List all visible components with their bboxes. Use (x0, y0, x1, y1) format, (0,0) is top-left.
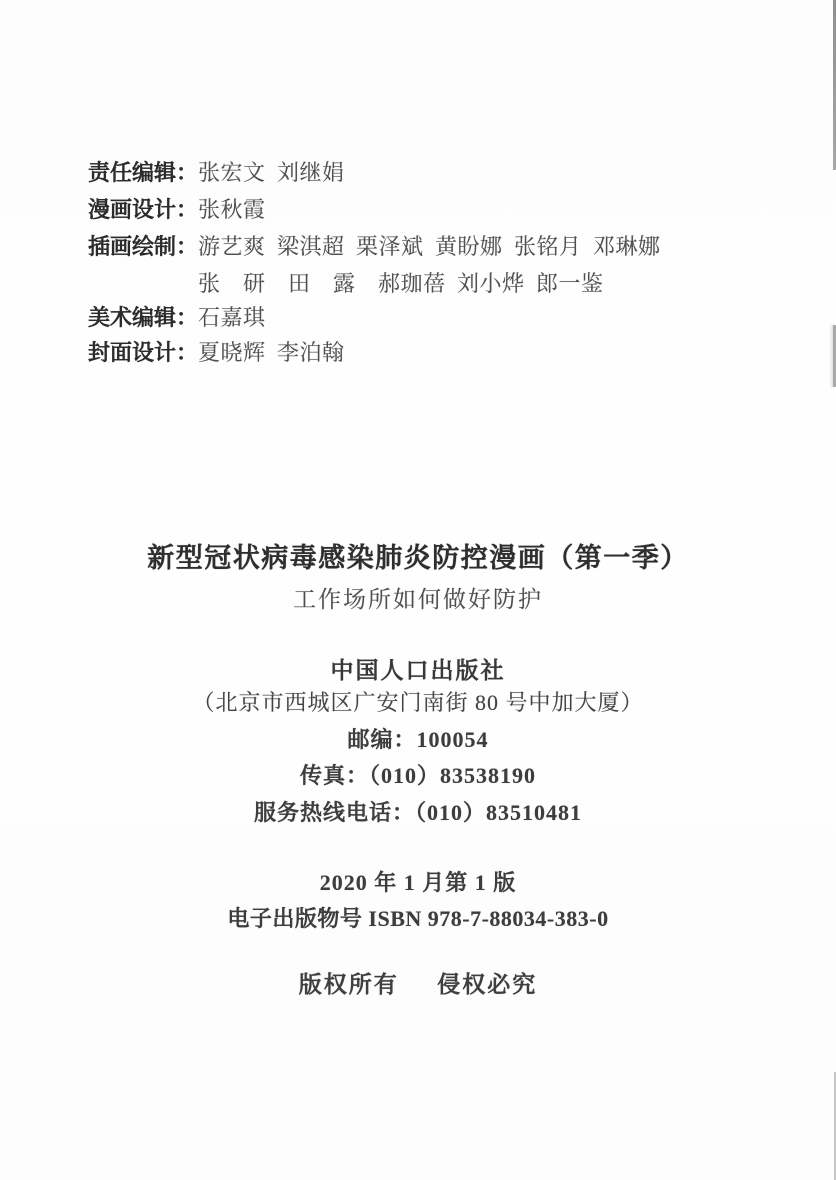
credit-row-art-editor (88, 301, 266, 332)
credit-row-cover-design (88, 336, 345, 367)
series-title: 新型冠状病毒感染肺炎防控漫画（第一季） (147, 543, 689, 573)
copyright-notice: 版权所有 侵权必究 (298, 972, 538, 997)
credit-names: 张宏文 刘继娟 (198, 160, 345, 185)
credit-names: 游艺爽 梁淇超 栗泽斌 黄盼娜 张铭月 邓琳娜 (198, 234, 661, 259)
publisher-hotline: 服务热线电话：（010）83510481 (253, 800, 582, 825)
credit-names: 石嘉琪 (198, 305, 266, 330)
publisher-name: 中国人口出版社 (330, 658, 506, 683)
credit-names: 张秋霞 (198, 197, 266, 222)
credit-label: 漫画设计： (88, 197, 199, 222)
credit-label: 封面设计： (88, 340, 199, 365)
isbn-info: 电子出版物号 ISBN 978-7-88034-383-0 (227, 906, 609, 931)
publisher-postcode: 邮编：100054 (347, 727, 489, 752)
credit-names: 张 研 田 露 郝珈蓓 刘小烨 郎一鉴 (198, 271, 604, 296)
credit-row-editor (88, 156, 345, 187)
publisher-address: （北京市西城区广安门南街 80 号中加大厦） (192, 690, 644, 715)
credit-label: 插画绘制： (88, 234, 199, 259)
publisher-fax: 传真：（010）83538190 (299, 763, 536, 788)
credit-row-comic-design (88, 193, 266, 224)
credit-row-illustrators-continued (88, 267, 604, 298)
volume-title: 工作场所如何做好防护 (293, 587, 543, 612)
edition-info: 2020 年 1 月第 1 版 (319, 870, 517, 895)
credit-label: 美术编辑： (88, 305, 199, 330)
credit-names: 夏晓辉 李泊翰 (198, 340, 345, 365)
credit-row-illustrators (88, 230, 661, 261)
credit-label: 责任编辑： (88, 160, 199, 185)
